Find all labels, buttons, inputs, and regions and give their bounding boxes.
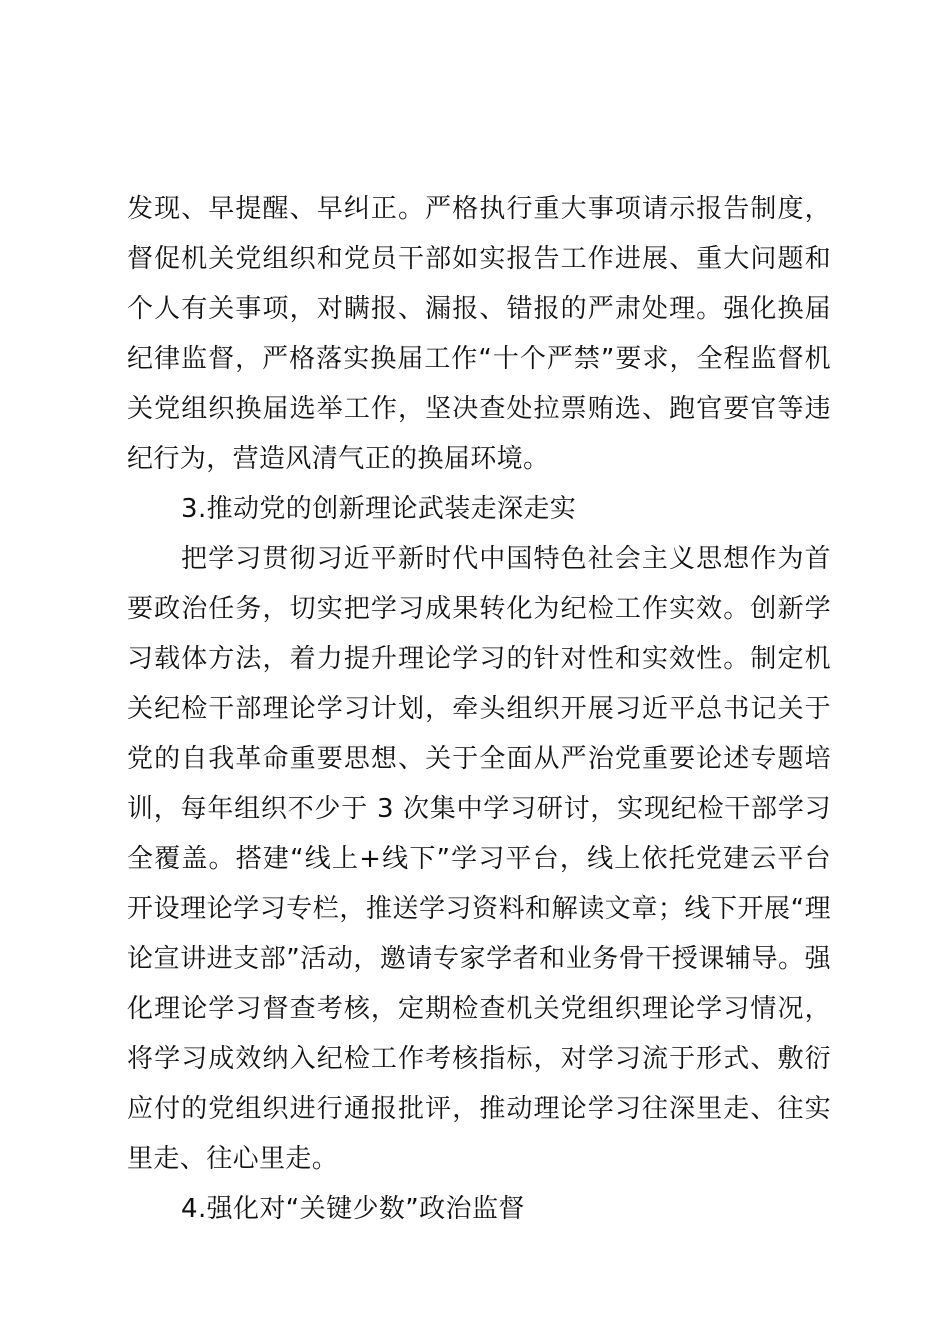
section-heading-4: 4.强化对“关键少数”政治监督 [181,1194,525,1224]
document-page [127,184,831,1234]
paragraph-theory-study: 把学习贯彻习近平新时代中国特色社会主义思想作为首要政治任务，切实把学习成果转化为纪检工作实效。创新学习载体方法，着力提升理论学习的针对性和实效性。制定机关纪检干部理论学习计划，牵头组织开展习近平总书记关于党的自我革命重要思想、关于全面从严治党重要论述专题培训，每年组织不少于 3 次集中学习研讨，实现纪检干部学习全覆盖。搭建“线上+线下”学习平台，线上依托党建云平台开设理论学习专栏，推送学习资料和解读文章；线下开展“理论宣讲进支部”活动，邀请专家学者和业务骨干授课辅导。强化理论学习督查考核，定期检查机关党组织理论学习情况，将学习成效纳入纪检工作考核指标，对学习流于形式、敷衍应付的党组织进行通报批评，推动理论学习往深里走、往实里走、往心里走。 [127,544,831,1174]
section-heading-3: 3.推动党的创新理论武装走深走实 [181,494,577,524]
paragraph-continued-discipline-supervision: 发现、早提醒、早纠正。严格执行重大事项请示报告制度，督促机关党组织和党员干部如实报告工作进展、重大问题和个人有关事项，对瞒报、漏报、错报的严肃处理。强化换届纪律监督，严格落实换届工作“十个严禁”要求，全程监督机关党组织换届选举工作，坚决查处拉票贿选、跑官要官等违纪行为，营造风清气正的换届环境。 [127,194,831,474]
